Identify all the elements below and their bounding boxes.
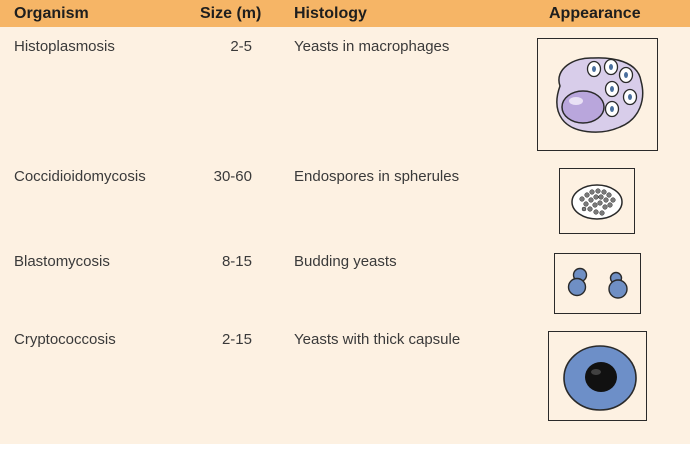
size-cell: 8-15 (221, 253, 252, 270)
histology-cell: Yeasts with thick capsule (294, 331, 461, 348)
header-histology: Histology (294, 5, 367, 22)
size-cell: 30-60 (213, 168, 252, 185)
encapsulated-yeast-icon (549, 332, 648, 422)
header-size: Size (m) (200, 5, 262, 22)
size-cell: 2-15 (221, 331, 252, 348)
organism-cell: Coccidioidomycosis (14, 168, 146, 185)
organism-cell: Histoplasmosis (14, 38, 115, 55)
spherule-with-endospores-icon (560, 169, 636, 235)
table-header (0, 0, 690, 27)
macrophage-with-yeasts-icon (538, 39, 659, 152)
size-cell: 2-5 (230, 38, 252, 55)
organism-cell: Cryptococcosis (14, 331, 116, 348)
appearance-image (554, 253, 641, 314)
histology-cell: Yeasts in macrophages (294, 38, 450, 55)
appearance-image (548, 331, 647, 421)
organism-cell: Blastomycosis (14, 253, 110, 270)
histology-cell: Budding yeasts (294, 253, 397, 270)
budding-yeast-icon (555, 254, 642, 315)
appearance-image (537, 38, 658, 151)
histology-cell: Endospores in spherules (294, 168, 460, 185)
header-organism: Organism (14, 5, 89, 22)
header-appearance: Appearance (549, 5, 641, 22)
appearance-image (559, 168, 635, 234)
